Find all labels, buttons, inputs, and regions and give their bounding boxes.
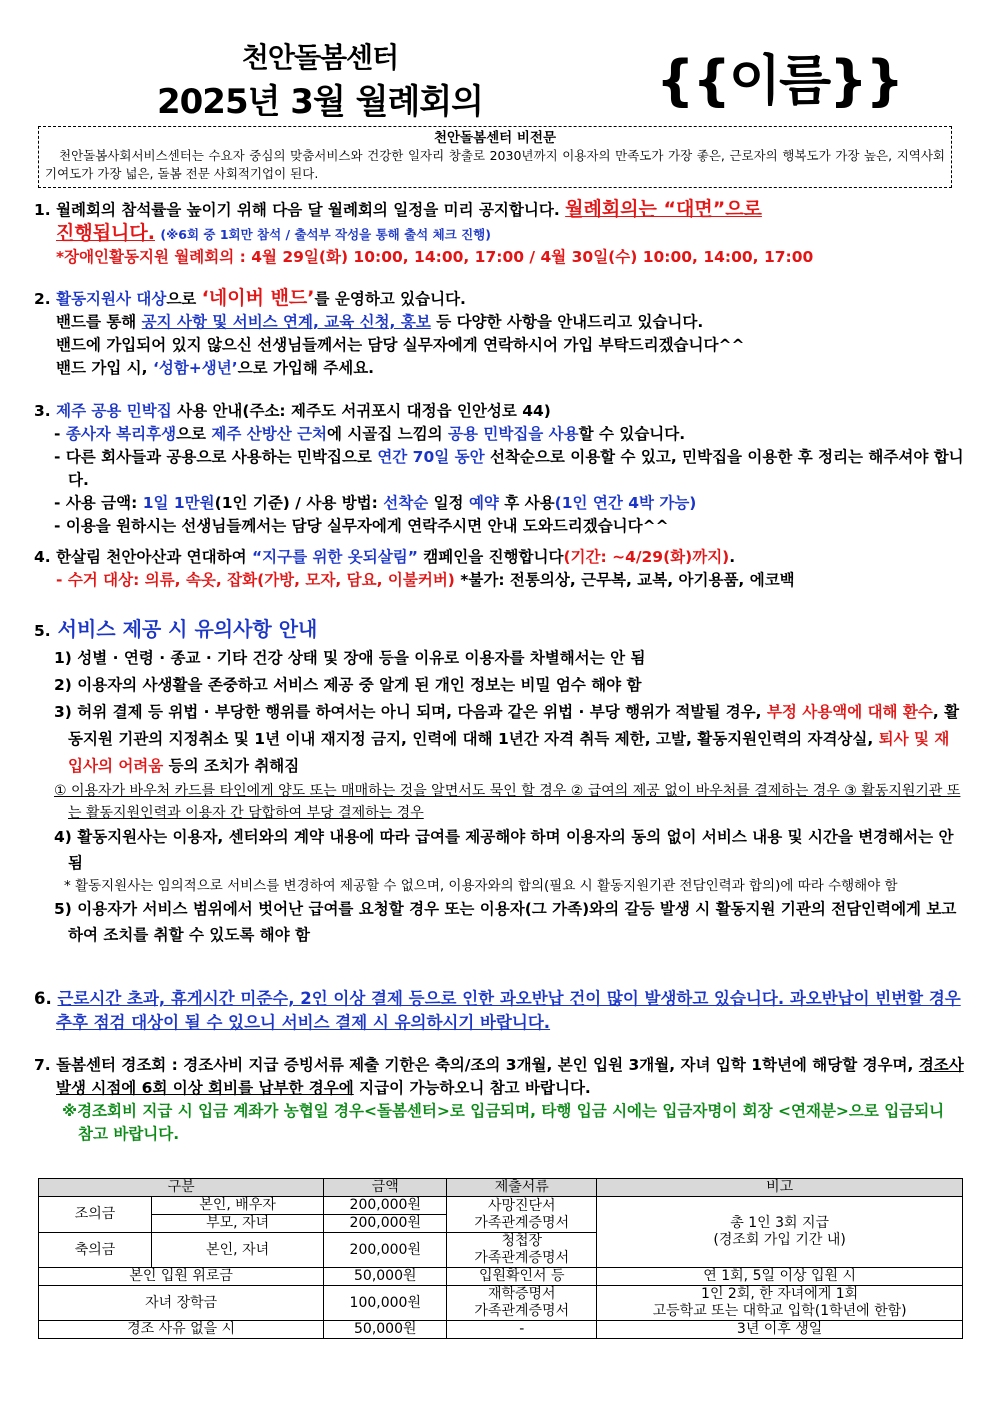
s7-text: 7. 돌봄센터 경조회 : 경조사비 지급 증빙서류 제출 기한은 축의/조의 3개월, 본인 입원 3개월, 자녀 입학 1학년에 해당할 경우며, — [34, 1056, 914, 1074]
cell: 200,000원 — [324, 1233, 447, 1268]
s3-period: 연간 70일 동안 — [377, 448, 485, 466]
s7-account-note: ※경조회비 지급 시 입금 계좌가 농협일 경우<돌봄센터>로 입금되며, 타행 입금 시에는 입금자명이 회장 <연재분>으로 입금되니 참고 바랍니다. — [62, 1102, 945, 1143]
s3-text-3: 할 수 있습니다. — [578, 425, 686, 443]
s3-limit: (1인 연간 4박 가능) — [554, 494, 697, 512]
col-docs: 제출서류 — [447, 1179, 597, 1197]
section-1 — [34, 198, 964, 269]
s6-text: 근로시간 초과, 휴게시간 미준수, 2인 이상 결제 등으로 인한 과오반납 건이 많이 발생하고 있습니다. 과오반납이 빈번할 경우 추후 점검 대상이 될 수 있으니 서비스 결제 시 유의하시기 바랍니다. — [56, 989, 961, 1032]
cell: 50,000원 — [324, 1268, 447, 1286]
name-placeholder: {{이름}} — [656, 49, 903, 112]
s7-condition: 경조사 발생 시점에 6회 이상 회비를 납부한 경우에 — [56, 1056, 964, 1097]
section-5 — [34, 615, 964, 948]
s2-text: 으로 — [166, 290, 197, 308]
s3-first-come: 선착순 — [383, 494, 429, 512]
cell: 본인, 자녀 — [152, 1233, 324, 1268]
s2-topics: 공지 사항 및 서비스 연계, 교육 신청, 홍보 — [141, 313, 431, 331]
s6-num: 6. — [34, 989, 52, 1008]
s5-item-3: 3) 허위 결제 등 위법 · 부당한 행위를 하여서는 아니 되며, 다음과 같은 위법 · 부당 행위가 적발될 경우, — [54, 703, 762, 721]
s4-period: (기간: ~4/29(화)까지) — [563, 548, 730, 566]
cell: 재학증명서 가족관계증명서 — [447, 1286, 597, 1321]
s2-target: 활동지원사 대상 — [56, 290, 167, 308]
s5-item-3-end: 등의 조치가 취해짐 — [168, 757, 300, 775]
section-7 — [34, 1054, 964, 1146]
s3-text-5: 선착순으로 이용할 수 있고, 민박집을 이용한 후 정리는 해주셔야 합니다. — [68, 448, 964, 489]
s5-item-1: 1) 성별 · 연령 · 종교 · 기타 건강 상태 및 장애 등을 이유로 이용자를 차별해서는 안 됨 — [54, 649, 646, 667]
s2-text-4: 등 다양한 사항을 안내드리고 있습니다. — [436, 313, 704, 331]
s3-dash: - — [54, 425, 66, 443]
cell: 1인 2회, 한 자녀에게 1회 고등학교 또는 대학교 입학(1학년에 한함) — [597, 1286, 963, 1321]
cell: 100,000원 — [324, 1286, 447, 1321]
page-title-meeting: 2025년 3월 월례회의 — [156, 82, 484, 122]
col-note: 비고 — [597, 1179, 963, 1197]
s3-guesthouse: 제주 공용 민박집 — [56, 402, 172, 420]
s3-text-7: 후 사용 — [504, 494, 555, 512]
cell: 연 1회, 5일 이상 입원 시 — [597, 1268, 963, 1286]
table-row — [39, 1268, 963, 1286]
s4-excluded: *불가: 전통의상, 근무복, 교복, 아기용품, 에코백 — [460, 571, 795, 589]
s5-item-5: 5) 이용자가 서비스 범위에서 벗어난 급여를 요청할 경우 또는 이용자(그 가족)와의 갈등 발생 시 활동지원 기관의 전담인력에게 보고하여 조치를 취할 수 있도록 해야 함 — [54, 900, 957, 944]
cell: 3년 이후 생일 — [597, 1321, 963, 1339]
s3-method-label: (1인 기준) / 사용 방법: — [214, 494, 378, 512]
s3-text-6: 일정 — [433, 494, 464, 512]
s3-text-2: 에 시골집 느낌의 — [327, 425, 443, 443]
table-header-row — [39, 1179, 963, 1197]
vision-title: 천안돌봄센터 비전문 — [433, 130, 557, 146]
page-title-center: 천안돌봄센터 — [241, 41, 399, 74]
s5-item-4: 4) 활동지원사는 이용자, 센터와의 계약 내용에 따라 급여를 제공해야 하며 이용자의 동의 없이 서비스 내용 및 시간을 변경해서는 안 됨 — [54, 828, 954, 872]
col-category: 구분 — [39, 1179, 324, 1197]
s3-num: 3. — [34, 402, 51, 420]
s4-campaign: “지구를 위한 옷되살림” — [251, 548, 418, 566]
s4-period-end: . — [729, 548, 736, 566]
s3-address: 사용 안내(주소: 제주도 서귀포시 대정읍 인안성로 44) — [177, 402, 551, 420]
s5-reemployment: 퇴사 및 재입사의 어려움 — [68, 730, 950, 775]
s3-fee-label: - 사용 금액: — [54, 494, 138, 512]
s5-item-2: 2) 이용자의 사생활을 존중하고 서비스 제공 중 알게 된 개인 정보는 비밀 엄수 해야 함 — [54, 676, 642, 694]
s4-text: 4. 한살림 천안아산과 연대하여 — [34, 548, 247, 566]
s3-text-4: - 다른 회사들과 공용으로 사용하는 민박집으로 — [54, 448, 372, 466]
cell: 총 1인 3회 지급 (경조회 가입 기간 내) — [597, 1197, 963, 1268]
s4-text-2: 캠페인을 진행합니다 — [423, 548, 564, 566]
s1-text: 1. 월례회의 참석률을 높이기 위해 다음 달 월례회의 일정을 미리 공지합니다. — [34, 201, 560, 219]
cell: 사망진단서 가족관계증명서 — [447, 1197, 597, 1233]
s2-name-birth: ‘성함+생년’ — [152, 359, 238, 377]
vision-box — [38, 126, 952, 188]
section-3 — [34, 400, 964, 538]
s1-proceed: 진행됩니다. — [56, 222, 155, 244]
section-4 — [34, 546, 964, 592]
table-row — [39, 1197, 963, 1215]
s4-collect: - 수거 대상: 의류, 속옷, 잡화(가방, 모자, 담요, 이불커버) — [56, 571, 455, 589]
s1-schedule: *장애인활동지원 월례회의 : 4월 29일(화) 10:00, 14:00, 17:00 / 4월 30일(수) 10:00, 14:00, 17:00 — [56, 248, 814, 266]
s3-fee: 1일 1만원 — [142, 494, 215, 512]
s2-join-request: 밴드에 가입되어 있지 않으신 선생님들께서는 담당 실무자에게 연락하시어 가입 부탁드리겠습니다^^ — [56, 336, 745, 354]
cell: - — [447, 1321, 597, 1339]
s2-num: 2. — [34, 290, 51, 308]
s1-attendance-note: (※6회 중 1회만 참석 / 출석부 작성을 통해 출석 체크 진행) — [160, 227, 491, 242]
s3-use: 공용 민박집을 사용 — [448, 425, 579, 443]
s5-violations: ① 이용자가 바우처 카드를 타인에게 양도 또는 매매하는 것을 알면서도 묵인 할 경우 ② 급여의 제공 없이 바우처를 결제하는 경우 ③ 활동지원기관 또는 활동지원인력과 이용자 간 담합하여 부당 결제하는 경우 — [54, 783, 961, 821]
s2-text-2: 를 운영하고 있습니다. — [314, 290, 466, 308]
section-6 — [34, 987, 964, 1035]
s5-item-4-note: * 활동지원사는 임의적으로 서비스를 변경하여 제공할 수 없으며, 이용자와의 합의(필요 시 활동지원기관 전담인력과 합의)에 따라 수행해야 함 — [64, 878, 898, 894]
table-row — [39, 1321, 963, 1339]
s2-text-6: 으로 가입해 주세요. — [237, 359, 375, 377]
section-2 — [34, 287, 964, 380]
cell: 경조 사유 없을 시 — [39, 1321, 324, 1339]
cell: 부모, 자녀 — [152, 1215, 324, 1233]
s5-item-3-cont: , 활동지원 기관의 지정취소 및 1년 이내 재지정 금지, 인력에 대해 1년간 자격 취득 제한, 고발, 활동지원인력의 자격상실, — [68, 703, 960, 748]
cell: 200,000원 — [324, 1215, 447, 1233]
header — [0, 30, 992, 122]
s7-text-2: 지급이 가능하오니 참고 바랍니다. — [359, 1079, 591, 1097]
s3-location: 제주 산방산 근처 — [211, 425, 328, 443]
cell: 50,000원 — [324, 1321, 447, 1339]
s5-title: 서비스 제공 시 유의사항 안내 — [57, 617, 318, 641]
table-row — [39, 1286, 963, 1321]
s3-contact: - 이용을 원하시는 선생님들께서는 담당 실무자에게 연락주시면 안내 도와드리겠습니다^^ — [54, 517, 669, 535]
vision-text: 천안돌봄사회서비스센터는 수요자 중심의 맞춤서비스와 건강한 일자리 창출로 2030년까지 이용자의 만족도가 가장 좋은, 근로자의 행복도가 가장 높은, 지역사회 기여도가 가장 넓은, 돌봄 전문 사회적기업이 된다. — [45, 148, 945, 181]
cell: 200,000원 — [324, 1197, 447, 1215]
cell: 본인 입원 위로금 — [39, 1268, 324, 1286]
cell: 본인, 배우자 — [152, 1197, 324, 1215]
s3-text: 으로 — [176, 425, 207, 443]
s2-text-3: 밴드를 통해 — [56, 313, 137, 331]
cell: 청첩장 가족관계증명서 — [447, 1233, 597, 1268]
s5-recovery: 부정 사용액에 대해 환수 — [766, 703, 933, 721]
s5-num: 5. — [34, 622, 51, 640]
cell: 자녀 장학금 — [39, 1286, 324, 1321]
cell: 조의금 — [39, 1197, 152, 1233]
s1-in-person: 월례회의는 “대면”으로 — [565, 198, 762, 220]
fee-table — [38, 1178, 963, 1339]
s3-welfare: 종사자 복리후생 — [65, 425, 177, 443]
s2-text-5: 밴드 가입 시, — [56, 359, 148, 377]
s2-band: ‘네이버 밴드’ — [201, 287, 315, 309]
s3-reserve: 예약 — [468, 494, 499, 512]
cell: 축의금 — [39, 1233, 152, 1268]
col-amount: 금액 — [324, 1179, 447, 1197]
cell: 입원확인서 등 — [447, 1268, 597, 1286]
